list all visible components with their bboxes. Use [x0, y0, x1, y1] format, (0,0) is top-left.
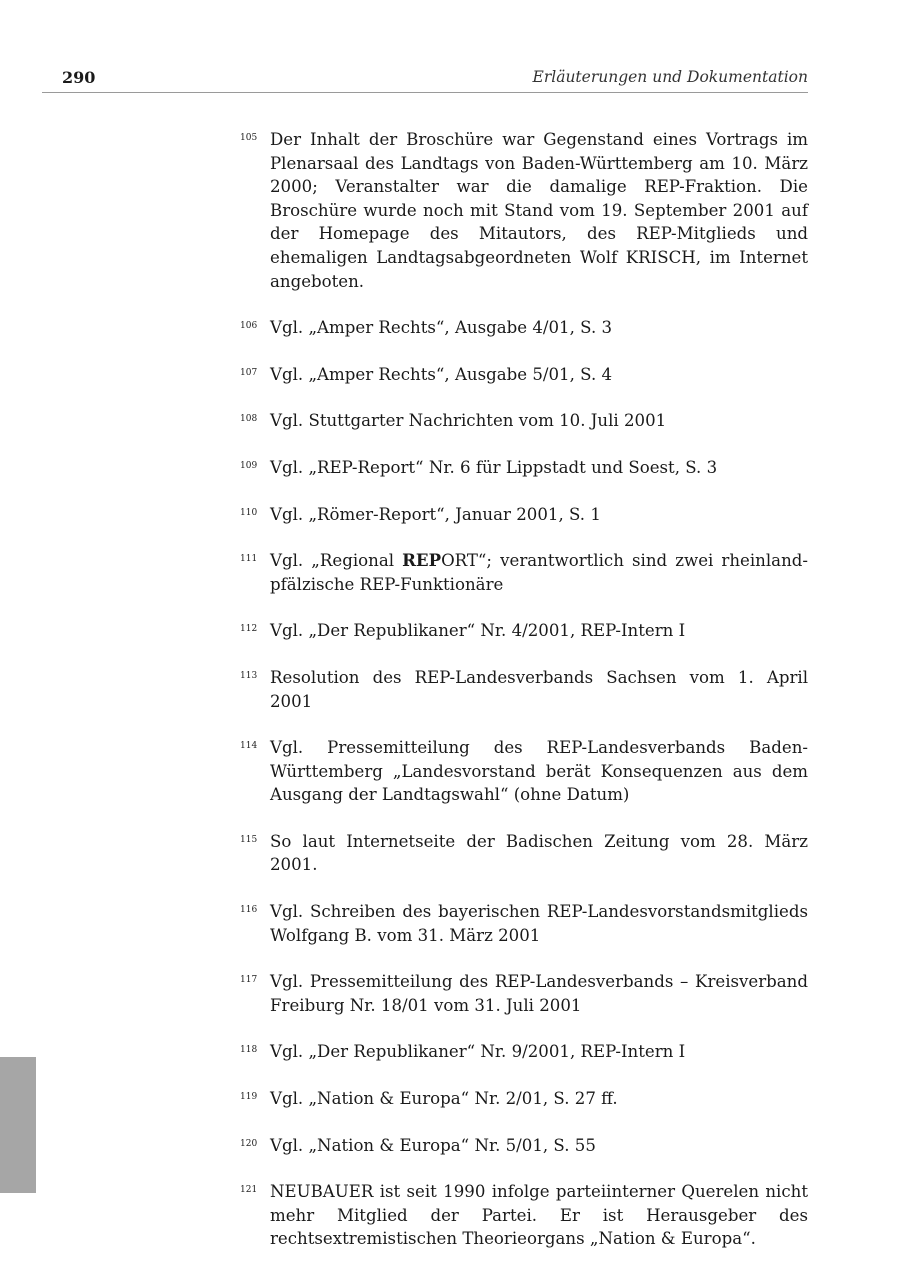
footnote-118	[240, 1040, 808, 1064]
footnote-number: 115	[240, 834, 258, 845]
running-head: Erläuterungen und Dokumentation	[532, 68, 808, 86]
footnote-107	[240, 363, 808, 387]
footnote-number: 116	[240, 905, 258, 916]
footnote-list	[240, 128, 808, 1274]
footnote-text: Vgl. „REP-Report“ Nr. 6 für Lippstadt und Soest, S. 3	[270, 457, 718, 477]
footnote-114	[240, 736, 808, 807]
footnote-111	[240, 549, 808, 596]
footnote-number: 114	[240, 741, 258, 752]
footnote-121	[240, 1180, 808, 1251]
footnote-117	[240, 970, 808, 1017]
footnote-text: Vgl. „Nation & Europa“ Nr. 2/01, S. 27 ff.	[270, 1089, 618, 1109]
footnote-text: Vgl. „Amper Rechts“, Ausgabe 4/01, S. 3	[270, 318, 613, 338]
footnote-number: 120	[240, 1138, 258, 1149]
footnote-119	[240, 1087, 808, 1111]
footnote-105	[240, 128, 808, 293]
footnote-text: Vgl. „Römer-Report“, Januar 2001, S. 1	[270, 504, 601, 524]
footnote-text-bold: REP	[402, 550, 442, 571]
footnote-text: Resolution des REP-Landesverbands Sachsen vom 1. April 2001	[270, 667, 808, 711]
footnote-113	[240, 666, 808, 713]
footnote-text-part: Vgl. „Regional	[270, 551, 403, 571]
footnote-text	[270, 549, 808, 596]
footnote-120	[240, 1134, 808, 1158]
footnote-115	[240, 830, 808, 877]
header-rule	[42, 92, 808, 93]
footnote-106	[240, 316, 808, 340]
footnote-number: 119	[240, 1092, 258, 1103]
footnote-text: Vgl. „Der Republikaner“ Nr. 4/2001, REP-Intern I	[270, 621, 686, 641]
footnote-text: Der Inhalt der Broschüre war Gegenstand eines Vortrags im Plenarsaal des Landtags von Baden-Württemberg am 10. März 2000; Veranstalter war die damalige REP-Fraktion. Die Broschüre wurde noch mit Stand vom 19. September 2001 auf der Homepage des Mitautors, des REP-Mitglieds und ehemaligen Landtagsabgeordneten Wolf KRISCH, im Internet angeboten.	[270, 130, 808, 291]
footnote-text: NEUBAUER ist seit 1990 infolge parteiinterner Querelen nicht mehr Mitglied der Partei. Er ist Herausgeber des rechtsextremistischen Theorieorgans „Nation & Europa“.	[270, 1182, 808, 1249]
footnote-text: Vgl. „Amper Rechts“, Ausgabe 5/01, S. 4	[270, 364, 613, 384]
footnote-number: 106	[240, 321, 258, 332]
footnote-109	[240, 456, 808, 480]
page-number: 290	[62, 68, 96, 87]
footnote-number: 108	[240, 414, 258, 425]
footnote-112	[240, 619, 808, 643]
chapter-thumb-tab	[0, 1057, 36, 1193]
footnote-text: Vgl. Pressemitteilung des REP-Landesverbands Baden-Württemberg „Landesvorstand berät Konsequenzen aus dem Ausgang der Landtagswahl“ (ohne Datum)	[270, 738, 808, 805]
footnote-text: Vgl. „Nation & Europa“ Nr. 5/01, S. 55	[270, 1135, 596, 1155]
footnote-number: 121	[240, 1185, 258, 1196]
footnote-number: 107	[240, 367, 258, 378]
footnote-108	[240, 409, 808, 433]
footnote-number: 105	[240, 133, 258, 143]
footnote-number: 113	[240, 670, 258, 681]
footnote-text: Vgl. „Der Republikaner“ Nr. 9/2001, REP-Intern I	[270, 1042, 686, 1062]
footnote-number: 111	[240, 554, 258, 565]
footnote-text-part: ORT“; verantwortlich sind zwei rheinland-pfälzische REP-Funktionäre	[270, 551, 808, 594]
footnote-number: 112	[240, 624, 258, 635]
footnote-number: 110	[240, 507, 258, 518]
footnote-text: Vgl. Pressemitteilung des REP-Landesverbands – Kreisverband Freiburg Nr. 18/01 vom 31. Juli 2001	[270, 972, 808, 1015]
footnote-text: Vgl. Schreiben des bayerischen REP-Landesvorstandsmitglieds Wolfgang B. vom 31. März 2001	[270, 902, 808, 945]
footnote-116	[240, 900, 808, 947]
footnote-text: So laut Internetseite der Badischen Zeitung vom 28. März 2001.	[270, 831, 808, 875]
footnote-110	[240, 503, 808, 527]
footnote-number: 109	[240, 460, 258, 471]
footnote-number: 117	[240, 975, 258, 986]
footnote-text: Vgl. Stuttgarter Nachrichten vom 10. Juli 2001	[270, 411, 667, 431]
footnote-number: 118	[240, 1045, 258, 1056]
